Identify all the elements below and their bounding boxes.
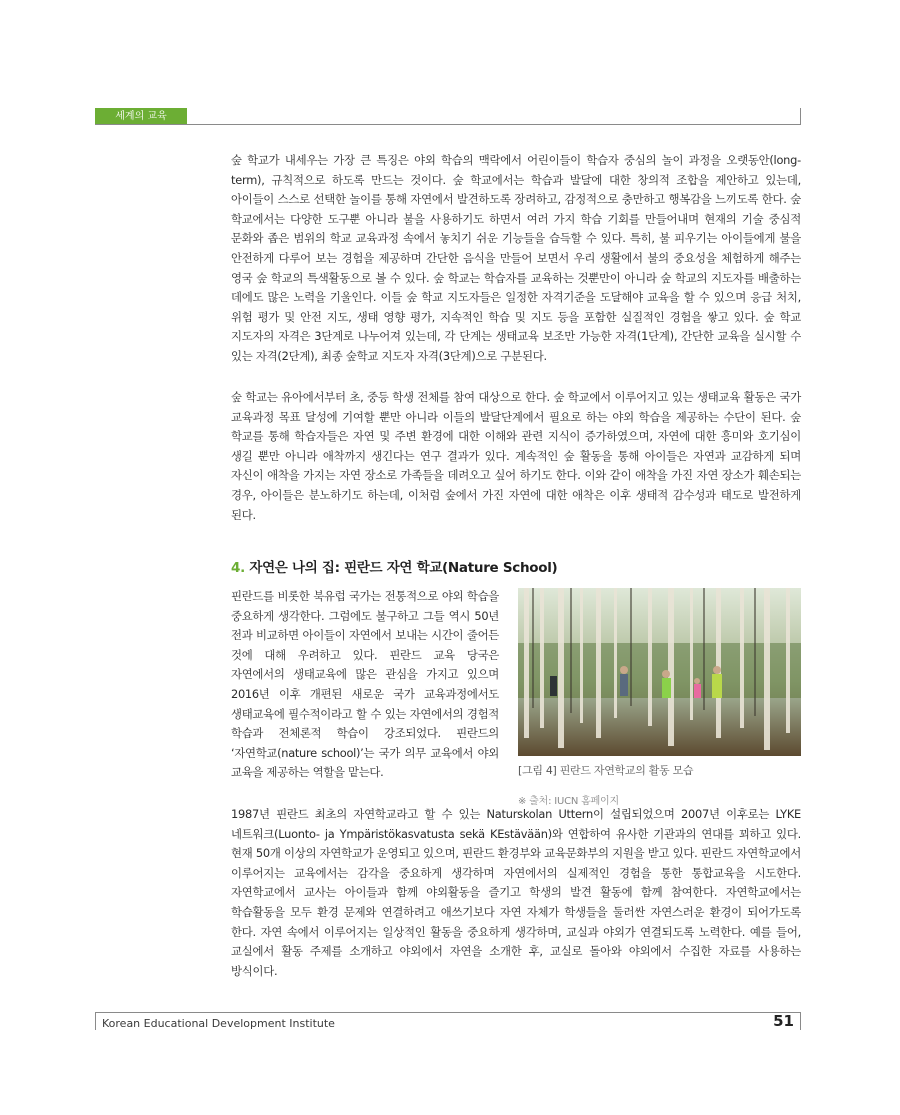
footer-rule-start	[95, 1012, 96, 1030]
footer-rule	[95, 1012, 801, 1013]
section-number: 4.	[231, 560, 245, 576]
figure-source: ※ 출처: IUCN 홈페이지	[518, 796, 619, 807]
body-paragraph-1: 숲 학교가 내세우는 가장 큰 특징은 야외 학습의 맥락에서 어린이들이 학습자 중심의 놀이 과정을 오랫동안(long-term), 규칙적으로 하도록 만드는 것이다. 숲 학교에서는 학습과 발달에 대한 창의적 조합을 제안하고 있는데, 아이들이 스스로 선택한 놀이를 통해 자연에서 발견하도록 장려하고, 감정적으로 충만하고 행복감을 느끼도록 한다. 숲 학교에서는 다양한 도구뿐 아니라 불을 사용하기도 하면서 여러 가지 학습 기회를 만들어내며 현재의 기술 중심적 문화와 좁은 범위의 학교 교육과정 속에서 놓치기 쉬운 기능들을 습득할 수 있다. 특히, 불 피우기는 아이들에게 불을 안전하게 다루어 보는 경험을 제공하며 간단한 음식을 만들어 보면서 우리 생활에서 불의 중요성을 체험하게 해주는 영국 숲 학교의 특색활동으로 볼 수 있다. 숲 학교는 학습자를 교육하는 것뿐만이 아니라 숲 학교의 지도자를 배출하는 데에도 많은 노력을 기울인다. 이들 숲 학교 지도자들은 일정한 자격기준을 도달해야 교육을 할 수 있으며 응급 처치, 위험 평가 및 안전 지도, 생태 영향 평가, 지속적인 학습 및 지도 등을 포함한 실질적인 경험을 쌓고 있다. 숲 학교 지도자의 자격은 3단계로 나누어져 있는데, 각 단계는 생태교육 보조만 가능한 자격(1단계), 간단한 교육을 실시할 수 있는 자격(2단계), 최종 숲학교 지도자 자격(3단계)으로 구분된다.	[231, 153, 801, 363]
footer-institute: Korean Educational Development Institute	[102, 1017, 335, 1030]
header-rule	[95, 124, 801, 125]
section-title-text: 자연은 나의 집: 핀란드 자연 학교(Nature School)	[249, 560, 558, 576]
forest-photo-illustration	[518, 588, 801, 756]
header-rule-end	[800, 108, 801, 125]
footer-rule-end	[800, 1012, 801, 1030]
section-heading	[231, 556, 801, 576]
forest-activity-photo	[518, 588, 801, 756]
section-tag: 세계의 교육	[95, 108, 187, 125]
figure-caption: [그림 4] 핀란드 자연학교의 활동 모습	[518, 764, 694, 777]
body-paragraph-2: 숲 학교는 유아에서부터 초, 중등 학생 전체를 참여 대상으로 한다. 숲 학교에서 이루어지고 있는 생태교육 활동은 국가 교육과정 목표 달성에 기여할 뿐만 아니라 이들의 발달단계에서 필요로 하는 야외 학습을 제공하는 수단이 된다. 숲 학교를 통해 학습자들은 자연 및 주변 환경에 대한 이해와 관련 지식이 증가하였으며, 자연에 대한 흥미와 호기심이 생길 뿐만 아니라 애착까지 생긴다는 연구 결과가 있다. 계속적인 숲 활동을 통해 아이들은 자연과 교감하게 되며 자신이 애착을 가지는 자연 장소로 가족들을 데려오고 싶어 하기도 한다. 이와 같이 애착을 가진 자연 장소가 훼손되는 경우, 아이들은 분노하기도 하는데, 이처럼 숲에서 가진 자연에 대한 애착은 이후 생태적 감수성과 태도로 발전하게 된다.	[231, 390, 801, 522]
side-paragraph: 핀란드를 비롯한 북유럽 국가는 전통적으로 야외 학습을 중요하게 생각한다. 그럼에도 불구하고 그들 역시 50년 전과 비교하면 아이들이 자연에서 보내는 시간이 줄어든 것에 대해 우려하고 있다. 핀란드 교육 당국은 자연에서의 생태교육에 많은 관심을 가지고 있으며 2016년 이후 개편된 새로운 국가 교육과정에서도 생태교육에 필수적이라고 할 수 있는 자연에서의 경험적 학습과 전체론적 학습이 강조되었다. 핀란드의 ‘자연학교(nature school)’는 국가 의무 교육에서 야외 교육을 제공하는 역할을 맡는다.	[231, 589, 499, 780]
page-number: 51	[773, 1012, 794, 1030]
body-paragraph-3: 1987년 핀란드 최초의 자연학교라고 할 수 있는 Naturskolan Uttern이 설립되었으며 2007년 이후로는 LYKE 네트워크(Luonto- ja Ympäristökasvatusta sekä KEstävään)와 연합하여 유사한 기관과의 연대를 꾀하고 있다. 현재 50개 이상의 자연학교가 운영되고 있으며, 핀란드 환경부와 교육문화부의 지원을 받고 있다. 핀란드 자연학교에서 이루어지는 교육에서는 감각을 중요하게 생각하며 자연에서의 실제적인 경험을 통한 통합교육을 시도한다. 자연학교에서 교사는 아이들과 함께 야외활동을 즐기고 학생의 발견 활동에 함께 참여한다. 자연학교에서는 학습활동을 모두 환경 문제와 연결하려고 애쓰기보다 자연 자체가 학생들을 둘러싼 자연스러운 환경이 되어가도록 한다. 자연 속에서 이루어지는 일상적인 활동을 중요하게 생각하며, 교실과 야외가 연결되도록 노력한다. 예를 들어, 교실에서 활동 주제를 소개하고 야외에서 자연을 소개한 후, 교실로 돌아와 야외에서 수집한 자료를 사용하는 방식이다.	[231, 807, 801, 978]
